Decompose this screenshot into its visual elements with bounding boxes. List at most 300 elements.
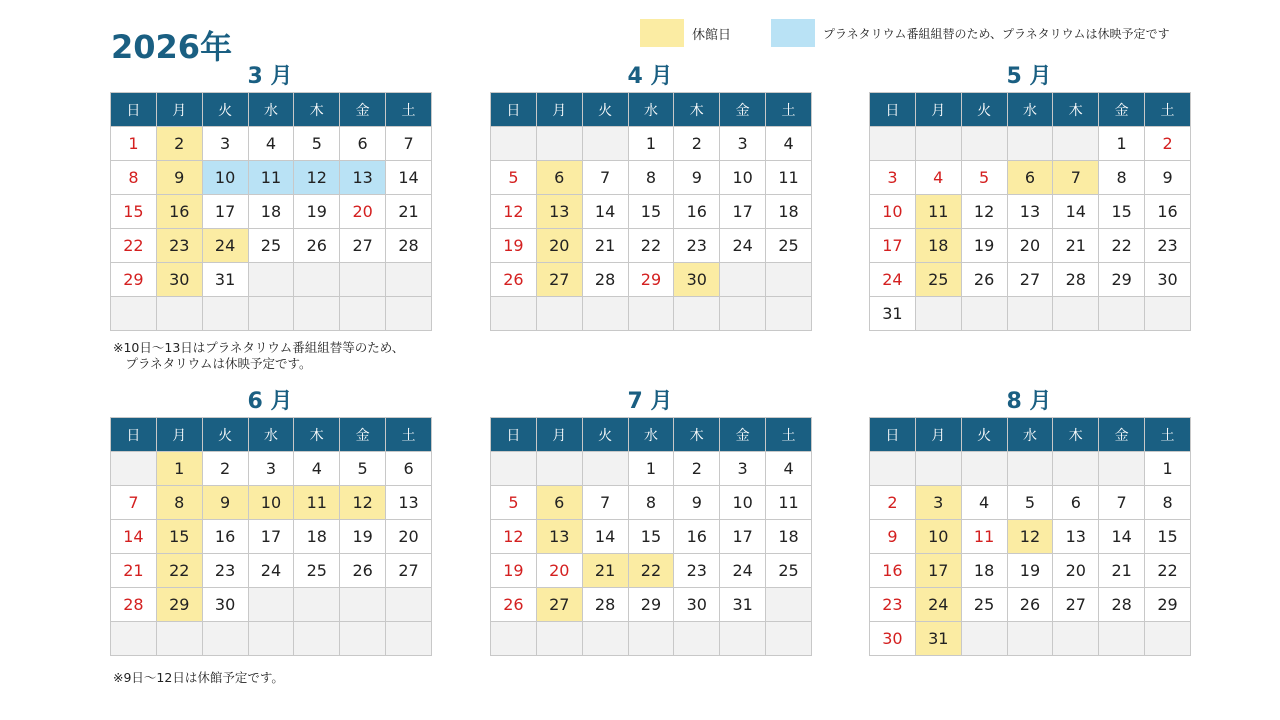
weekday-header: 水 xyxy=(248,93,294,127)
week-row xyxy=(491,554,812,588)
day-cell: 14 xyxy=(111,520,157,554)
day-cell: 26 xyxy=(294,229,340,263)
empty-day-cell xyxy=(491,622,537,656)
day-cell: 20 xyxy=(536,554,582,588)
day-cell: 29 xyxy=(111,263,157,297)
empty-day-cell xyxy=(720,297,766,331)
day-cell: 13 xyxy=(340,161,386,195)
day-cell: 27 xyxy=(340,229,386,263)
day-cell: 25 xyxy=(766,554,812,588)
march-note xyxy=(113,340,404,372)
day-cell: 25 xyxy=(766,229,812,263)
empty-day-cell xyxy=(111,297,157,331)
weekday-header: 火 xyxy=(202,418,248,452)
empty-day-cell xyxy=(961,622,1007,656)
day-cell: 15 xyxy=(111,195,157,229)
empty-day-cell xyxy=(766,588,812,622)
day-cell: 30 xyxy=(1145,263,1191,297)
day-cell: 29 xyxy=(628,263,674,297)
week-row xyxy=(491,127,812,161)
weekday-header: 土 xyxy=(386,418,432,452)
day-cell: 7 xyxy=(111,486,157,520)
week-row xyxy=(870,520,1191,554)
day-cell: 14 xyxy=(1099,520,1145,554)
empty-day-cell xyxy=(536,297,582,331)
empty-day-cell xyxy=(961,452,1007,486)
empty-day-cell xyxy=(491,452,537,486)
day-cell: 3 xyxy=(870,161,916,195)
weekday-header: 木 xyxy=(294,418,340,452)
calendar-grid xyxy=(490,417,812,656)
weekday-header: 水 xyxy=(1007,418,1053,452)
empty-day-cell xyxy=(674,297,720,331)
weekday-header: 日 xyxy=(491,418,537,452)
empty-day-cell xyxy=(386,622,432,656)
empty-day-cell xyxy=(1099,622,1145,656)
weekday-header: 日 xyxy=(111,93,157,127)
weekday-header: 水 xyxy=(248,418,294,452)
empty-day-cell xyxy=(536,127,582,161)
weekday-header-row xyxy=(870,93,1191,127)
week-row xyxy=(870,127,1191,161)
empty-day-cell xyxy=(870,127,916,161)
weekday-header-row xyxy=(870,418,1191,452)
empty-day-cell xyxy=(156,622,202,656)
calendar-grid xyxy=(110,92,432,331)
month-title: 4 月 xyxy=(627,64,673,89)
day-cell: 7 xyxy=(1099,486,1145,520)
weekday-header: 土 xyxy=(1145,418,1191,452)
day-cell: 4 xyxy=(248,127,294,161)
empty-day-cell xyxy=(294,588,340,622)
day-cell: 21 xyxy=(1099,554,1145,588)
weekday-header: 金 xyxy=(1099,418,1145,452)
empty-day-cell xyxy=(386,263,432,297)
day-cell: 25 xyxy=(294,554,340,588)
day-cell: 10 xyxy=(720,161,766,195)
day-cell: 22 xyxy=(1145,554,1191,588)
weekday-header-row xyxy=(111,93,432,127)
weekday-header: 水 xyxy=(628,418,674,452)
day-cell: 6 xyxy=(1053,486,1099,520)
weekday-header: 火 xyxy=(582,93,628,127)
empty-day-cell xyxy=(766,622,812,656)
weekday-header: 金 xyxy=(1099,93,1145,127)
weekday-header: 火 xyxy=(961,93,1007,127)
day-cell: 13 xyxy=(536,520,582,554)
day-cell: 6 xyxy=(340,127,386,161)
day-cell: 14 xyxy=(582,520,628,554)
day-cell: 21 xyxy=(386,195,432,229)
weekday-header: 月 xyxy=(915,418,961,452)
empty-day-cell xyxy=(202,622,248,656)
empty-day-cell xyxy=(1007,622,1053,656)
empty-day-cell xyxy=(1053,127,1099,161)
march-note-line1: ※10日～13日はプラネタリウム番組組替等のため、 xyxy=(113,340,405,355)
month-title: 5 月 xyxy=(1006,64,1052,89)
legend-planetarium-label: プラネタリウム番組組替のため、プラネタリウムは休映予定です xyxy=(823,26,1170,41)
day-cell: 11 xyxy=(766,161,812,195)
weekday-header: 火 xyxy=(961,418,1007,452)
week-row xyxy=(870,452,1191,486)
month-may xyxy=(869,62,1189,331)
week-row xyxy=(111,520,432,554)
empty-day-cell xyxy=(111,622,157,656)
day-cell: 2 xyxy=(202,452,248,486)
day-cell: 24 xyxy=(248,554,294,588)
month-march xyxy=(110,62,430,331)
month-august xyxy=(869,387,1189,656)
day-cell: 27 xyxy=(386,554,432,588)
week-row xyxy=(111,127,432,161)
day-cell: 29 xyxy=(1145,588,1191,622)
week-row xyxy=(870,554,1191,588)
week-row xyxy=(111,554,432,588)
day-cell: 7 xyxy=(1053,161,1099,195)
day-cell: 5 xyxy=(491,486,537,520)
day-cell: 30 xyxy=(202,588,248,622)
day-cell: 30 xyxy=(674,588,720,622)
day-cell: 18 xyxy=(961,554,1007,588)
empty-day-cell xyxy=(248,622,294,656)
day-cell: 24 xyxy=(720,229,766,263)
day-cell: 9 xyxy=(870,520,916,554)
day-cell: 13 xyxy=(1007,195,1053,229)
day-cell: 1 xyxy=(628,452,674,486)
day-cell: 7 xyxy=(582,161,628,195)
day-cell: 21 xyxy=(1053,229,1099,263)
week-row xyxy=(491,622,812,656)
week-row xyxy=(111,622,432,656)
empty-day-cell xyxy=(340,297,386,331)
day-cell: 26 xyxy=(491,588,537,622)
day-cell: 7 xyxy=(582,486,628,520)
day-cell: 3 xyxy=(202,127,248,161)
day-cell: 10 xyxy=(202,161,248,195)
day-cell: 24 xyxy=(720,554,766,588)
day-cell: 4 xyxy=(915,161,961,195)
weekday-header: 日 xyxy=(870,93,916,127)
legend-planetarium xyxy=(771,19,1170,47)
week-row xyxy=(491,195,812,229)
month-june xyxy=(110,387,430,656)
month-title: 3 月 xyxy=(247,64,293,89)
weekday-header: 金 xyxy=(340,93,386,127)
weekday-header: 木 xyxy=(1053,93,1099,127)
empty-day-cell xyxy=(1053,622,1099,656)
empty-day-cell xyxy=(536,622,582,656)
day-cell: 12 xyxy=(961,195,1007,229)
empty-day-cell xyxy=(111,452,157,486)
day-cell: 16 xyxy=(870,554,916,588)
day-cell: 15 xyxy=(156,520,202,554)
day-cell: 16 xyxy=(674,520,720,554)
day-cell: 6 xyxy=(536,486,582,520)
day-cell: 18 xyxy=(294,520,340,554)
day-cell: 3 xyxy=(915,486,961,520)
empty-day-cell xyxy=(1007,452,1053,486)
month-title: 8 月 xyxy=(1006,389,1052,414)
day-cell: 9 xyxy=(156,161,202,195)
weekday-header: 日 xyxy=(111,418,157,452)
day-cell: 1 xyxy=(628,127,674,161)
empty-day-cell xyxy=(1053,297,1099,331)
day-cell: 25 xyxy=(961,588,1007,622)
weekday-header-row xyxy=(111,418,432,452)
weekday-header: 水 xyxy=(628,93,674,127)
empty-day-cell xyxy=(1007,127,1053,161)
day-cell: 18 xyxy=(766,195,812,229)
weekday-header: 土 xyxy=(766,93,812,127)
empty-day-cell xyxy=(1053,452,1099,486)
day-cell: 13 xyxy=(536,195,582,229)
day-cell: 2 xyxy=(870,486,916,520)
weekday-header: 火 xyxy=(582,418,628,452)
day-cell: 22 xyxy=(628,229,674,263)
day-cell: 12 xyxy=(294,161,340,195)
day-cell: 19 xyxy=(961,229,1007,263)
day-cell: 23 xyxy=(202,554,248,588)
day-cell: 9 xyxy=(674,161,720,195)
empty-day-cell xyxy=(248,297,294,331)
week-row xyxy=(870,161,1191,195)
weekday-header: 木 xyxy=(674,418,720,452)
day-cell: 23 xyxy=(674,554,720,588)
day-cell: 19 xyxy=(340,520,386,554)
day-cell: 16 xyxy=(156,195,202,229)
empty-day-cell xyxy=(582,127,628,161)
weekday-header: 月 xyxy=(156,418,202,452)
empty-day-cell xyxy=(582,297,628,331)
day-cell: 11 xyxy=(915,195,961,229)
day-cell: 28 xyxy=(582,263,628,297)
march-note-line2: プラネタリウムは休映予定です。 xyxy=(113,356,312,371)
day-cell: 23 xyxy=(674,229,720,263)
day-cell: 31 xyxy=(720,588,766,622)
day-cell: 1 xyxy=(111,127,157,161)
legend-closed-swatch xyxy=(640,19,684,47)
weekday-header: 月 xyxy=(156,93,202,127)
day-cell: 24 xyxy=(915,588,961,622)
day-cell: 19 xyxy=(1007,554,1053,588)
day-cell: 20 xyxy=(536,229,582,263)
weekday-header: 木 xyxy=(1053,418,1099,452)
day-cell: 21 xyxy=(582,229,628,263)
weekday-header: 水 xyxy=(1007,93,1053,127)
day-cell: 26 xyxy=(1007,588,1053,622)
calendar-grid xyxy=(869,417,1191,656)
day-cell: 29 xyxy=(156,588,202,622)
day-cell: 4 xyxy=(766,127,812,161)
day-cell: 13 xyxy=(1053,520,1099,554)
day-cell: 23 xyxy=(156,229,202,263)
month-title: 6 月 xyxy=(247,389,293,414)
empty-day-cell xyxy=(536,452,582,486)
day-cell: 5 xyxy=(1007,486,1053,520)
week-row xyxy=(491,229,812,263)
week-row xyxy=(491,452,812,486)
day-cell: 4 xyxy=(961,486,1007,520)
day-cell: 17 xyxy=(202,195,248,229)
empty-day-cell xyxy=(491,127,537,161)
empty-day-cell xyxy=(582,452,628,486)
day-cell: 30 xyxy=(870,622,916,656)
weekday-header: 日 xyxy=(491,93,537,127)
day-cell: 10 xyxy=(720,486,766,520)
empty-day-cell xyxy=(961,297,1007,331)
week-row xyxy=(870,297,1191,331)
empty-day-cell xyxy=(1145,622,1191,656)
empty-day-cell xyxy=(1099,297,1145,331)
day-cell: 25 xyxy=(248,229,294,263)
june-note: ※9日～12日は休館予定です。 xyxy=(113,670,284,685)
day-cell: 15 xyxy=(1099,195,1145,229)
day-cell: 16 xyxy=(202,520,248,554)
day-cell: 1 xyxy=(1099,127,1145,161)
day-cell: 8 xyxy=(1099,161,1145,195)
empty-day-cell xyxy=(1099,452,1145,486)
day-cell: 22 xyxy=(1099,229,1145,263)
day-cell: 26 xyxy=(961,263,1007,297)
day-cell: 20 xyxy=(340,195,386,229)
day-cell: 8 xyxy=(156,486,202,520)
day-cell: 27 xyxy=(1007,263,1053,297)
week-row xyxy=(111,588,432,622)
day-cell: 8 xyxy=(111,161,157,195)
week-row xyxy=(870,622,1191,656)
empty-day-cell xyxy=(766,297,812,331)
day-cell: 26 xyxy=(340,554,386,588)
empty-day-cell xyxy=(961,127,1007,161)
day-cell: 15 xyxy=(628,520,674,554)
empty-day-cell xyxy=(915,127,961,161)
calendar-grid xyxy=(869,92,1191,331)
day-cell: 11 xyxy=(766,486,812,520)
day-cell: 30 xyxy=(156,263,202,297)
calendar-grid xyxy=(490,92,812,331)
day-cell: 15 xyxy=(1145,520,1191,554)
day-cell: 27 xyxy=(536,588,582,622)
day-cell: 2 xyxy=(1145,127,1191,161)
day-cell: 20 xyxy=(1053,554,1099,588)
day-cell: 9 xyxy=(674,486,720,520)
weekday-header: 木 xyxy=(294,93,340,127)
day-cell: 29 xyxy=(1099,263,1145,297)
day-cell: 3 xyxy=(248,452,294,486)
empty-day-cell xyxy=(915,452,961,486)
month-title: 7 月 xyxy=(627,389,673,414)
week-row xyxy=(111,486,432,520)
empty-day-cell xyxy=(1145,297,1191,331)
day-cell: 28 xyxy=(582,588,628,622)
week-row xyxy=(111,452,432,486)
day-cell: 28 xyxy=(111,588,157,622)
day-cell: 23 xyxy=(870,588,916,622)
weekday-header: 木 xyxy=(674,93,720,127)
day-cell: 8 xyxy=(628,486,674,520)
day-cell: 15 xyxy=(628,195,674,229)
day-cell: 27 xyxy=(1053,588,1099,622)
day-cell: 21 xyxy=(111,554,157,588)
day-cell: 28 xyxy=(1099,588,1145,622)
empty-day-cell xyxy=(582,622,628,656)
week-row xyxy=(111,161,432,195)
empty-day-cell xyxy=(340,263,386,297)
day-cell: 29 xyxy=(628,588,674,622)
day-cell: 16 xyxy=(674,195,720,229)
day-cell: 18 xyxy=(766,520,812,554)
day-cell: 20 xyxy=(1007,229,1053,263)
day-cell: 27 xyxy=(536,263,582,297)
day-cell: 8 xyxy=(628,161,674,195)
day-cell: 28 xyxy=(1053,263,1099,297)
day-cell: 20 xyxy=(386,520,432,554)
weekday-header: 土 xyxy=(386,93,432,127)
empty-day-cell xyxy=(386,297,432,331)
empty-day-cell xyxy=(1007,297,1053,331)
day-cell: 22 xyxy=(156,554,202,588)
week-row xyxy=(870,195,1191,229)
weekday-header: 金 xyxy=(720,418,766,452)
empty-day-cell xyxy=(340,588,386,622)
day-cell: 22 xyxy=(111,229,157,263)
day-cell: 6 xyxy=(386,452,432,486)
weekday-header: 金 xyxy=(720,93,766,127)
year-title: 2026年 xyxy=(111,28,233,66)
empty-day-cell xyxy=(386,588,432,622)
empty-day-cell xyxy=(156,297,202,331)
legend-closed-label: 休館日 xyxy=(692,27,732,43)
day-cell: 17 xyxy=(720,520,766,554)
weekday-header: 火 xyxy=(202,93,248,127)
day-cell: 28 xyxy=(386,229,432,263)
weekday-header-row xyxy=(491,93,812,127)
day-cell: 5 xyxy=(491,161,537,195)
day-cell: 10 xyxy=(870,195,916,229)
month-july xyxy=(490,387,810,656)
day-cell: 4 xyxy=(294,452,340,486)
week-row xyxy=(870,588,1191,622)
day-cell: 5 xyxy=(294,127,340,161)
empty-day-cell xyxy=(202,297,248,331)
day-cell: 4 xyxy=(766,452,812,486)
week-row xyxy=(491,161,812,195)
empty-day-cell xyxy=(491,297,537,331)
day-cell: 10 xyxy=(915,520,961,554)
empty-day-cell xyxy=(766,263,812,297)
day-cell: 22 xyxy=(628,554,674,588)
day-cell: 8 xyxy=(1145,486,1191,520)
week-row xyxy=(111,229,432,263)
day-cell: 12 xyxy=(491,520,537,554)
day-cell: 14 xyxy=(582,195,628,229)
empty-day-cell xyxy=(340,622,386,656)
day-cell: 18 xyxy=(915,229,961,263)
week-row xyxy=(491,486,812,520)
empty-day-cell xyxy=(294,297,340,331)
day-cell: 17 xyxy=(915,554,961,588)
day-cell: 31 xyxy=(202,263,248,297)
weekday-header: 日 xyxy=(870,418,916,452)
empty-day-cell xyxy=(915,297,961,331)
day-cell: 13 xyxy=(386,486,432,520)
day-cell: 12 xyxy=(1007,520,1053,554)
empty-day-cell xyxy=(628,622,674,656)
day-cell: 21 xyxy=(582,554,628,588)
day-cell: 26 xyxy=(491,263,537,297)
empty-day-cell xyxy=(628,297,674,331)
week-row xyxy=(111,195,432,229)
